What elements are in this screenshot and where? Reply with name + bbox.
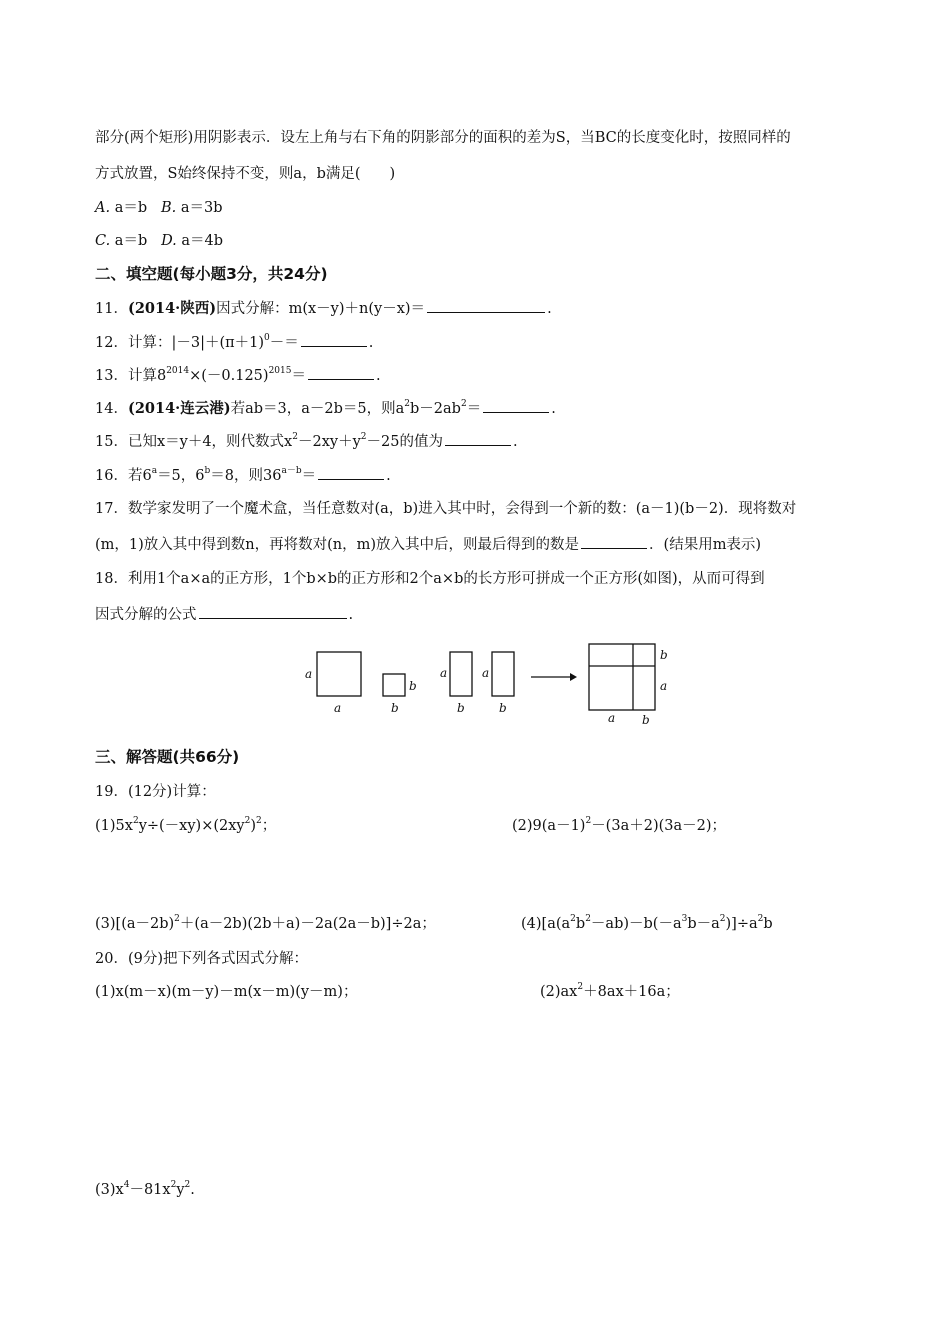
superscript: 2 [170, 1180, 177, 1191]
answer-blank[interactable] [199, 617, 347, 619]
question-16-number: 16． [95, 468, 128, 484]
text-fragment: )]÷a [725, 916, 758, 932]
text-fragment: y÷(－xy)×(2xy [138, 818, 245, 834]
question-19-part-4 [521, 914, 773, 934]
superscript: 2 [719, 914, 726, 925]
question-20-number: 20． [95, 951, 128, 967]
superscript: 2 [585, 816, 592, 827]
question-11-text: 因式分解：m(x－y)＋n(y－x)＝ [216, 301, 426, 317]
superscript: 2 [184, 1180, 191, 1191]
superscript: 2 [174, 914, 180, 925]
text-fragment: －ab)－b(－a [590, 916, 682, 932]
option-b-letter: B. [160, 200, 177, 216]
question-10-text-line2: 方式放置，S始终保持不变，则a，b满足( ) [95, 166, 396, 182]
question-13 [95, 366, 381, 386]
answer-blank[interactable] [308, 378, 374, 380]
superscript: 2 [585, 914, 591, 925]
question-11-source: (2014·陕西) [127, 300, 217, 317]
text-fragment: y [176, 1182, 185, 1198]
question-15-number: 15． [95, 434, 128, 450]
label-a: a [305, 667, 313, 681]
question-16-end: . [386, 468, 391, 484]
question-18-text-end: . [348, 607, 354, 623]
answer-blank[interactable] [483, 411, 549, 413]
answer-blank[interactable] [427, 311, 545, 313]
question-15-text2: －2xy＋y [297, 434, 361, 450]
question-12-sup: 0 [264, 333, 270, 344]
label-b: b [660, 648, 668, 662]
question-18-line1 [95, 569, 765, 589]
text-fragment: ＋(a－2b)(2b＋a)－2a(2a－b)]÷2a； [179, 916, 436, 932]
label-b: b [409, 679, 417, 693]
question-11-number: 11． [95, 301, 128, 317]
text-fragment: . [190, 1182, 195, 1198]
label-a: a [482, 666, 490, 680]
superscript: 2 [570, 914, 576, 925]
answer-blank[interactable] [318, 478, 384, 480]
question-13-text: 计算8 [127, 368, 167, 384]
question-20-head [95, 949, 308, 969]
question-10-text-line1: 部分(两个矩形)用阴影表示．设左上角与右下角的阴影部分的面积的差为S，当BC的长度变化时，按照同样的 [95, 130, 791, 146]
section-3-title: 三、解答题(共66分) [95, 748, 240, 766]
question-13-text3: ＝ [291, 368, 306, 384]
question-14-text2: b－2ab [410, 401, 461, 417]
answer-blank[interactable] [445, 444, 511, 446]
question-19-part-3 [95, 914, 436, 934]
options-row-2 [95, 231, 223, 251]
question-12-number: 12． [95, 335, 128, 351]
text-fragment: ) [250, 818, 257, 834]
label-b: b [642, 713, 650, 727]
square-composition-figure [295, 640, 685, 730]
question-13-sup2: 2015 [268, 366, 292, 377]
question-19-number: 19． [95, 784, 128, 800]
option-d-letter: D. [161, 233, 177, 249]
question-20-part-3 [95, 1180, 195, 1200]
option-b-text: a＝3b [180, 200, 223, 216]
text-fragment: (3)[(a－2b) [95, 916, 175, 932]
question-16-sup3: a－b [281, 466, 302, 477]
question-12-text2: －＝ [269, 335, 299, 351]
question-17-line1 [95, 499, 796, 519]
question-16-text3: ＝8，则36 [210, 468, 282, 484]
question-14-text3: ＝ [466, 401, 482, 417]
text-fragment: －(3a＋2)(3a－2)； [591, 818, 727, 834]
option-a-letter: A. [95, 200, 111, 216]
question-20-text: (9分)把下列各式因式分解： [127, 951, 308, 967]
question-15-text: 已知x＝y＋4，则代数式x [127, 434, 293, 450]
superscript: 2 [244, 816, 251, 827]
question-14-source: (2014·连云港) [127, 400, 231, 417]
square-b [383, 674, 405, 696]
question-14-sup1: 2 [404, 399, 411, 410]
question-14-number: 14． [95, 401, 128, 417]
question-15-sup1: 2 [292, 432, 298, 443]
arrow-head [570, 673, 577, 681]
question-17-line2 [95, 535, 761, 555]
answer-blank[interactable] [581, 547, 647, 549]
text-fragment: b [575, 916, 586, 932]
question-18-number: 18． [95, 571, 128, 587]
question-17-number: 17． [95, 501, 128, 517]
text-fragment: b [763, 916, 773, 932]
text-fragment: ＋8ax＋16a； [583, 984, 680, 1000]
option-c-text: a＝b [114, 233, 148, 249]
text-fragment: ； [261, 818, 277, 834]
question-15-end: . [512, 434, 518, 450]
label-a: a [660, 679, 668, 693]
options-row-1 [95, 198, 223, 218]
question-11 [95, 299, 552, 319]
question-15-text3: －25的值为 [366, 434, 443, 450]
question-16-text: 若6 [127, 468, 152, 484]
option-a-text: a＝b [114, 200, 148, 216]
question-17-text-line1: 数学家发明了一个魔术盒，当任意数对(a，b)进入其中时，会得到一个新的数：(a－1)(b－2)．现将数对 [127, 501, 797, 517]
big-square [589, 644, 655, 710]
option-c-letter: C. [95, 233, 111, 249]
label-a: a [440, 666, 448, 680]
label-b: b [499, 701, 507, 715]
superscript: 4 [123, 1180, 130, 1191]
option-d-text: a＝4b [181, 233, 224, 249]
question-13-text2: ×(－0.125) [189, 368, 269, 384]
label-b: b [457, 701, 465, 715]
text-fragment: －81x [129, 1182, 171, 1198]
question-19-part-1 [95, 816, 276, 836]
rectangle-ab-2 [492, 652, 514, 696]
question-13-number: 13． [95, 368, 128, 384]
question-18-text-line1: 利用1个a×a的正方形，1个b×b的正方形和2个a×b的长方形可拼成一个正方形(如图)，从而可得到 [127, 571, 765, 587]
superscript: 2 [757, 914, 764, 925]
label-a: a [334, 701, 342, 715]
question-18-line2 [95, 605, 353, 625]
question-12-end: . [368, 335, 374, 351]
superscript: 2 [577, 982, 584, 993]
text-fragment: (4)[a(a [521, 916, 571, 932]
question-17-text-line2: (m，1)放入其中得到数n，再将数对(n，m)放入其中后，则最后得到的数是 [95, 537, 580, 553]
question-14 [95, 399, 556, 419]
question-14-sup2: 2 [460, 399, 467, 410]
question-11-end: . [547, 301, 552, 317]
question-17-text-end: ．(结果用m表示) [649, 537, 762, 553]
question-19-text: (12分)计算： [127, 784, 216, 800]
question-14-text: 若ab＝3，a－2b＝5，则a [230, 401, 405, 417]
question-20-part-1: (1)x(m－x)(m－y)－m(x－m)(y－m)； [95, 984, 358, 1000]
text-fragment: (1)5x [95, 818, 133, 834]
question-15 [95, 432, 518, 452]
question-19-part-2 [512, 816, 726, 836]
superscript: 2 [256, 816, 262, 827]
question-16-text4: ＝ [301, 468, 317, 484]
question-19-head [95, 782, 216, 802]
question-15-sup2: 2 [360, 432, 367, 443]
label-b: b [391, 701, 399, 715]
question-20-part-2 [540, 982, 680, 1002]
question-13-end: . [375, 368, 381, 384]
question-12-text: 计算：|－3|＋(π＋1) [127, 335, 265, 351]
section-2-title: 二、填空题(每小题3分，共24分) [95, 265, 328, 283]
question-14-end: . [551, 401, 556, 417]
question-16-sup2: b [204, 466, 211, 477]
rectangle-ab-1 [450, 652, 472, 696]
question-16-sup1: a [151, 466, 158, 477]
question-16-text2: ＝5，6 [157, 468, 205, 484]
text-fragment: (2)9(a－1) [512, 818, 586, 834]
square-a [317, 652, 361, 696]
question-12 [95, 333, 373, 353]
question-16 [95, 466, 391, 486]
superscript: 2 [132, 816, 139, 827]
text-fragment: (2)ax [540, 984, 578, 1000]
question-13-sup1: 2014 [166, 366, 190, 377]
text-fragment: (3)x [95, 1182, 124, 1198]
answer-blank[interactable] [301, 345, 367, 347]
text-fragment: b－a [687, 916, 720, 932]
label-a: a [608, 711, 616, 725]
superscript: 3 [681, 914, 688, 925]
question-18-text-line2: 因式分解的公式 [95, 607, 197, 623]
